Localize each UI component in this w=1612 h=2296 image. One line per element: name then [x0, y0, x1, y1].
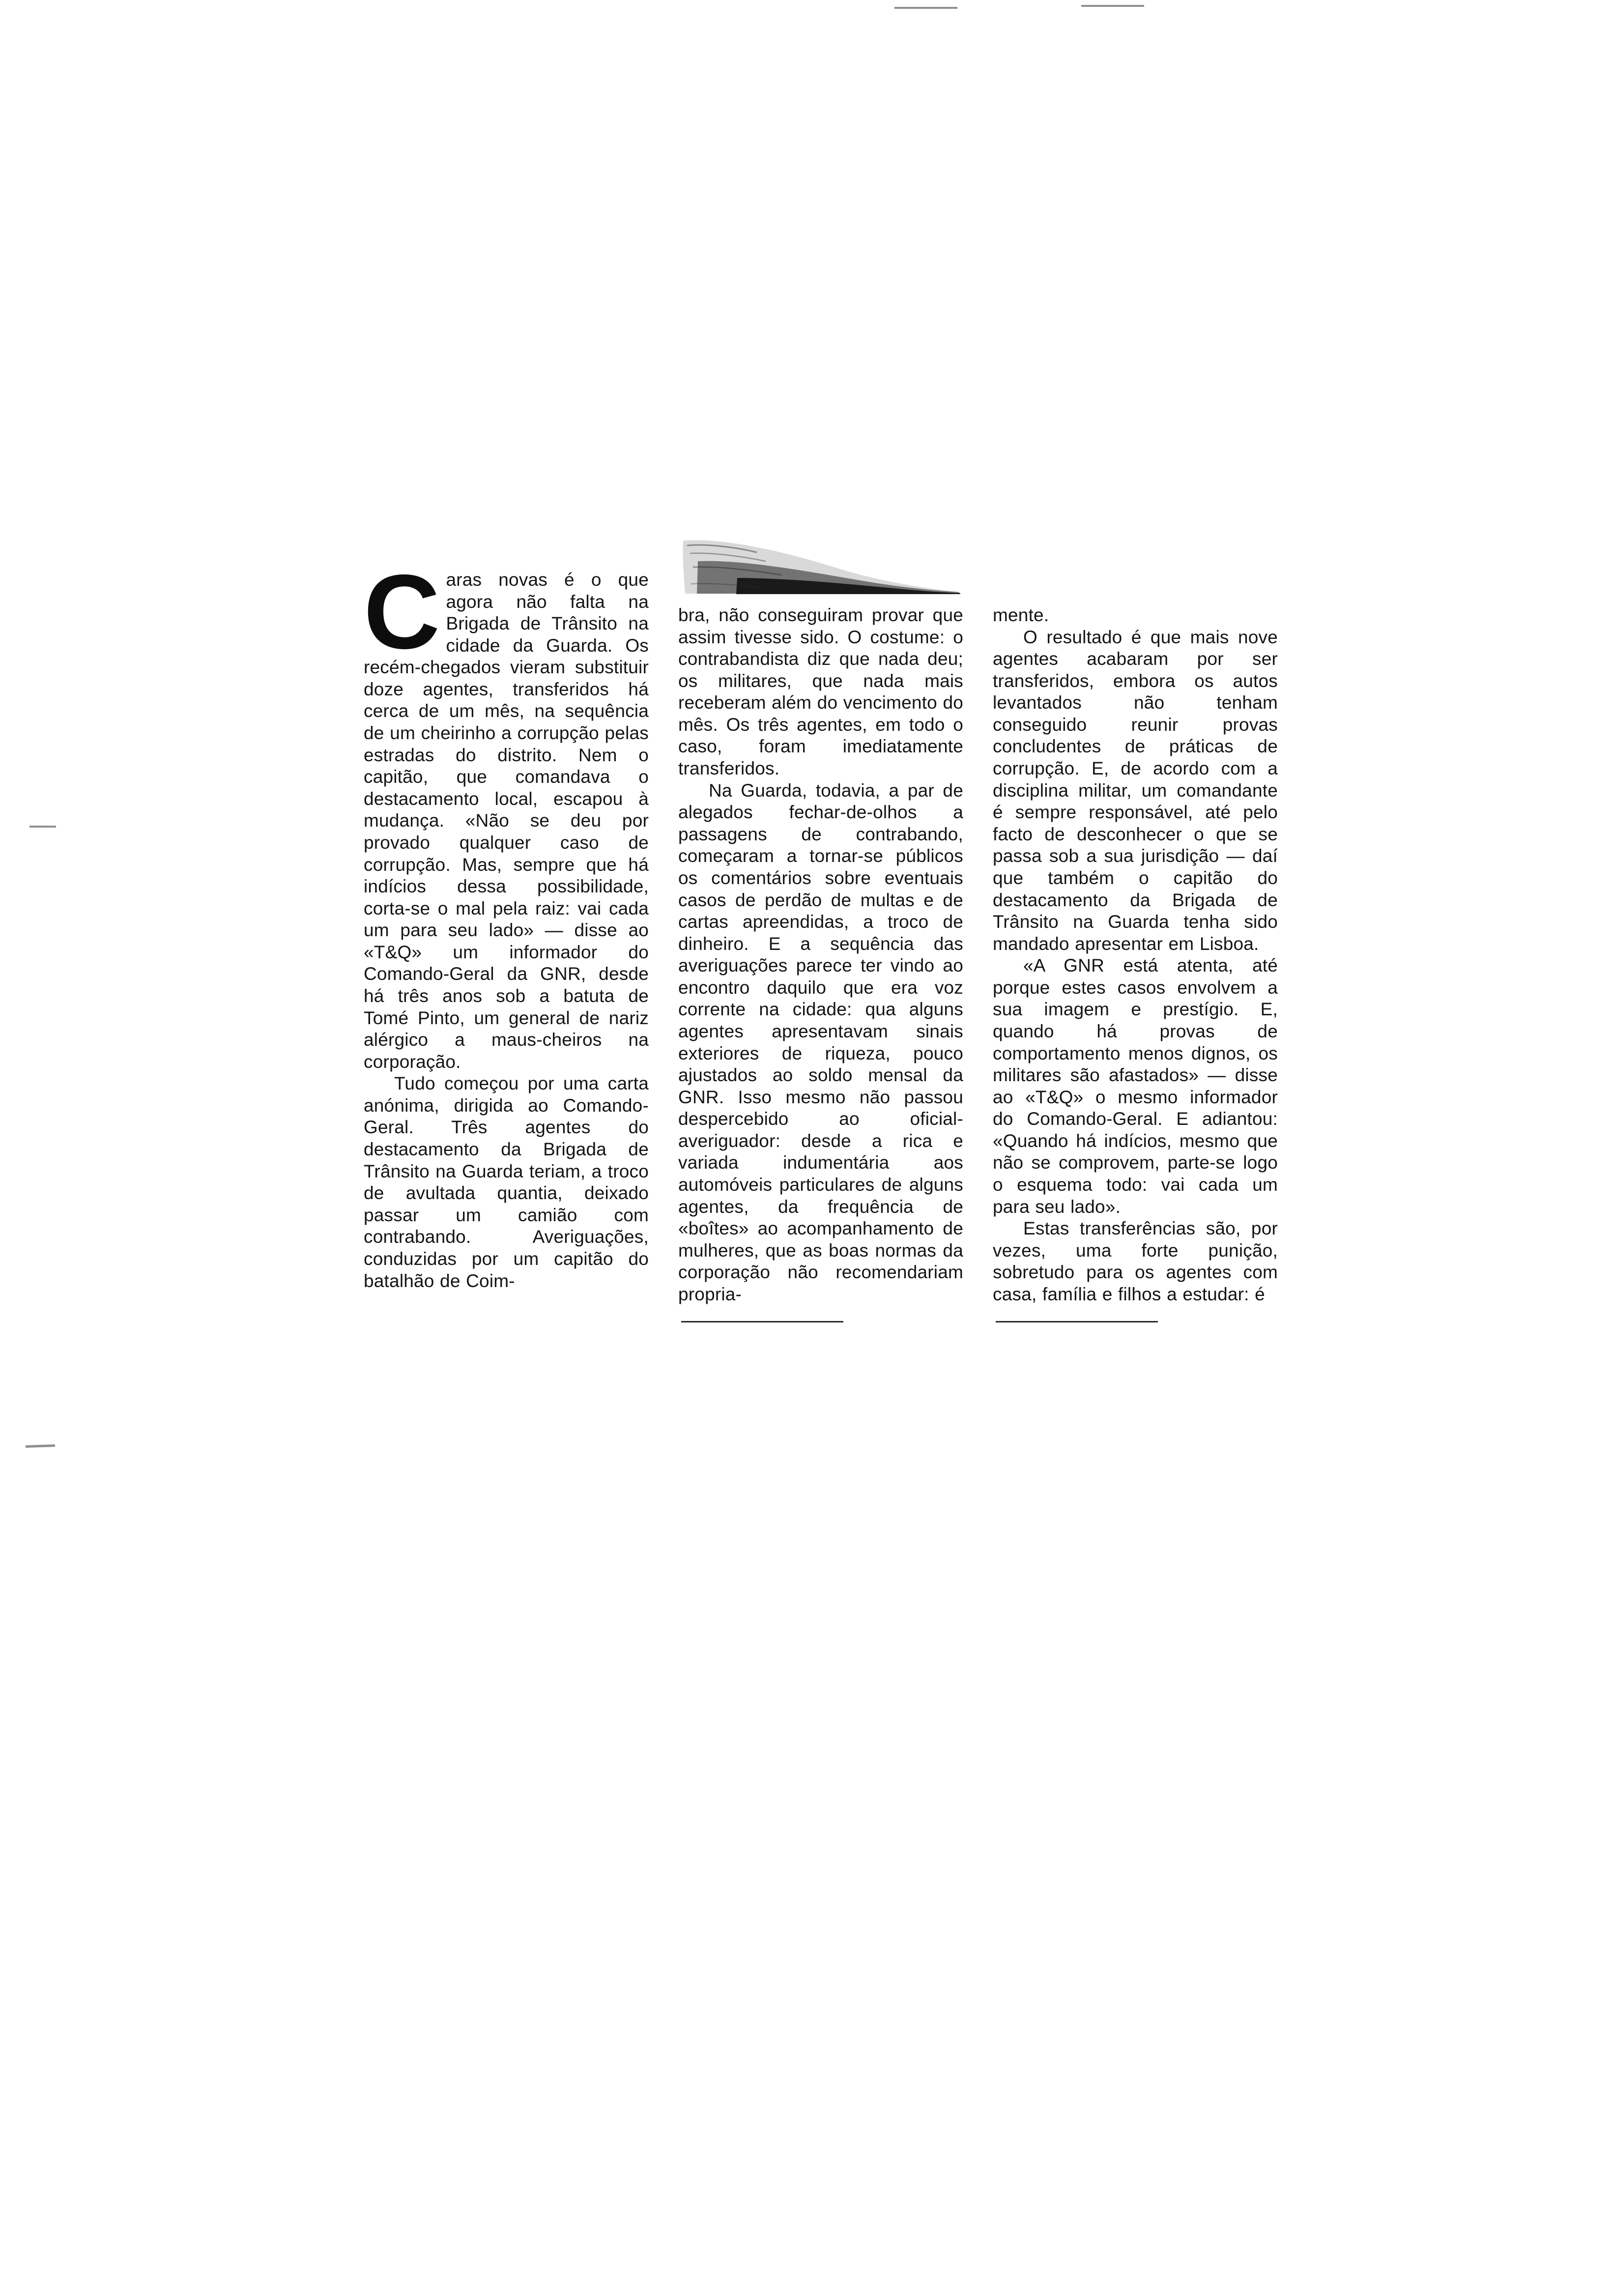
paragraph-text: aras novas é o que agora não falta na Brigada de Trânsito na cidade da Guarda. Os recém-chegados vieram substituir doze agentes, transferidos há cerca de um mês, na sequência de um cheirinho a corrupção pelas estradas do distrito. Nem o capitão, que comandava o destacamento local, escapou à mudança. «Não se deu por provado qualquer caso de corrupção. Mas, sempre que há indícios dessa possibilidade, corta-se o mal pela raiz: vai cada um para seu lado» — disse ao «T&Q» um informador do Comando-Geral da GNR, desde há três anos sob a batuta de Tomé Pinto, um general de nariz alérgico a maus-cheiros na corporação. — [364, 570, 649, 1072]
paragraph: mente. — [993, 605, 1049, 625]
scan-edge-mark-top-left — [894, 7, 957, 9]
scan-edge-mark-top-right — [1081, 5, 1144, 7]
paragraph: Tudo começou por uma carta anónima, dirigida ao Comando-Geral. Três agentes do destacamento da Brigada de Trânsito na Guarda teriam, a troco de avultada quantia, deixado passar um camião com contrabando. Averiguações, conduzidas por um capitão do batalhão de Coim- — [364, 1073, 649, 1291]
scan-edge-mark-left-upper — [29, 826, 56, 828]
paragraph: Estas transferências são, por vezes, uma forte punição, sobretudo para os agentes com casa, família e filhos a estudar: é — [993, 1218, 1278, 1304]
article-column-2 — [678, 531, 963, 1306]
article-column-3 — [993, 531, 1278, 1306]
paragraph — [364, 552, 649, 1073]
ink-smudge-graphic — [678, 531, 963, 595]
paragraph: bra, não conseguiram provar que assim tivesse sido. O costume: o contrabandista diz que nada deu; os militares, que nada mais receberam além do vencimento do mês. Os três agentes, em todo o caso, foram imediatamente transferidos. — [678, 605, 963, 779]
column-bottom-rule — [996, 1321, 1158, 1322]
article-body — [364, 531, 1317, 1306]
paragraph: O resultado é que mais nove agentes acabaram por ser transferidos, embora os autos levantados não tenham conseguido reunir provas concludentes de práticas de corrupção. E, de acordo com a disciplina militar, um comandante é sempre responsável, até pelo facto de desconhecer o que se passa sob a sua jurisdição — daí que também o capitão do destacamento da Brigada de Trânsito na Guarda tenha sido mandado apresentar em Lisboa. — [993, 627, 1278, 954]
paragraph: Na Guarda, todavia, a par de alegados fechar-de-olhos a passagens de contrabando, começaram a tornar-se públicos os comentários sobre eventuais casos de perdão de multas e de cartas apreendidas, a troco de dinheiro. E a sequência das averiguações parece ter vindo ao encontro daquilo que era voz corrente na cidade: qua alguns agentes apresentavam sinais exteriores de riqueza, pouco ajustados ao soldo mensal da GNR. Isso mesmo não passou despercebido ao oficial-averiguador: desde a rica e variada indumentária aos automóveis particulares de alguns agentes, da frequência de «boîtes» ao acompanhamento de mulheres, que as boas normas da corporação não recomendariam propria- — [678, 780, 963, 1304]
drop-cap-letter: C — [364, 552, 440, 671]
column-bottom-rule — [681, 1321, 843, 1322]
article-column-1 — [364, 531, 649, 1306]
scan-edge-mark-left-lower — [26, 1444, 55, 1448]
paragraph: «A GNR está atenta, até porque estes casos envolvem a sua imagem e prestígio. E, quando há provas de comportamento menos dignos, os militares são afastados» — disse ao «T&Q» o mesmo informador do Comando-Geral. E adiantou: «Quando há indícios, mesmo que não se comprovem, parte-se logo o esquema todo: vai cada um para seu lado». — [993, 955, 1278, 1217]
